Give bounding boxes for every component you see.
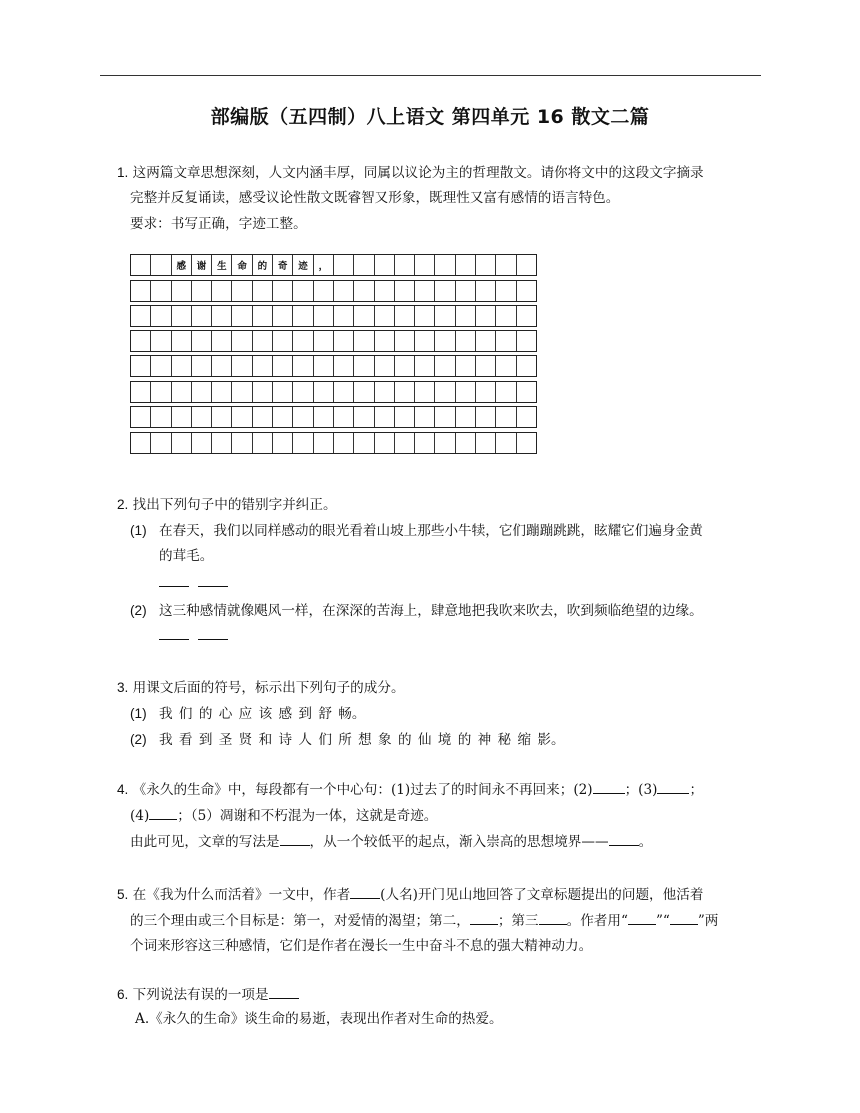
grid-cell[interactable] bbox=[253, 407, 273, 427]
grid-cell[interactable] bbox=[334, 382, 354, 402]
grid-cell[interactable] bbox=[517, 356, 536, 376]
grid-cell[interactable] bbox=[253, 306, 273, 326]
grid-cell[interactable] bbox=[232, 331, 252, 351]
q2-item1-line2: 的茸毛。 bbox=[159, 548, 214, 564]
grid-cell[interactable] bbox=[253, 331, 273, 351]
q2-line: 2. 找出下列句子中的错别字并纠正。 bbox=[117, 497, 337, 513]
grid-cell[interactable] bbox=[273, 306, 293, 326]
grid-cell[interactable] bbox=[151, 255, 171, 275]
q3-item2-text: 我 看 到 圣 贤 和 诗 人 们 所 想 象 的 仙 境 的 神 秘 缩 影。 bbox=[159, 732, 565, 748]
grid-cell[interactable]: 迹 bbox=[293, 255, 313, 275]
grid-cell[interactable] bbox=[456, 255, 476, 275]
grid-cell[interactable] bbox=[273, 382, 293, 402]
grid-cell[interactable] bbox=[354, 255, 374, 275]
grid-cell[interactable] bbox=[476, 255, 496, 275]
grid-cell[interactable] bbox=[517, 382, 536, 402]
grid-cell[interactable] bbox=[293, 281, 313, 301]
q6-option-a[interactable]: A.《永久的生命》谈生命的易逝，表现出作者对生命的热爱。 bbox=[135, 1011, 503, 1027]
grid-cell[interactable] bbox=[354, 281, 374, 301]
grid-cell[interactable] bbox=[496, 331, 516, 351]
answer-blank[interactable] bbox=[470, 911, 498, 925]
grid-cell[interactable] bbox=[131, 382, 151, 402]
grid-cell[interactable] bbox=[212, 433, 232, 453]
grid-row bbox=[130, 305, 537, 327]
answer-blank[interactable] bbox=[609, 832, 639, 846]
q2-number: 2. bbox=[117, 497, 129, 512]
answer-blank[interactable] bbox=[350, 885, 380, 899]
grid-cell[interactable]: 谢 bbox=[192, 255, 212, 275]
grid-cell[interactable] bbox=[232, 433, 252, 453]
grid-cell[interactable] bbox=[375, 433, 395, 453]
answer-blank[interactable] bbox=[539, 911, 567, 925]
grid-row bbox=[130, 330, 537, 352]
q2-item2-line1: 这三种感情就像飓风一样，在深深的苦海上，肆意地把我吹来吹去，吹到频临绝望的边缘。 bbox=[159, 603, 703, 619]
answer-blank[interactable] bbox=[670, 911, 698, 925]
grid-cell[interactable]: 命 bbox=[232, 255, 252, 275]
grid-cell[interactable] bbox=[172, 382, 192, 402]
grid-cell[interactable] bbox=[273, 281, 293, 301]
grid-cell[interactable] bbox=[293, 407, 313, 427]
grid-cell[interactable] bbox=[354, 331, 374, 351]
grid-cell[interactable] bbox=[151, 433, 171, 453]
grid-cell[interactable] bbox=[395, 382, 415, 402]
grid-cell[interactable] bbox=[314, 433, 334, 453]
q3-item2-number: (2) bbox=[130, 732, 147, 747]
grid-cell[interactable]: ， bbox=[314, 255, 334, 275]
answer-blank[interactable] bbox=[280, 832, 310, 846]
grid-cell[interactable] bbox=[476, 382, 496, 402]
grid-cell[interactable] bbox=[192, 281, 212, 301]
grid-cell[interactable] bbox=[354, 433, 374, 453]
grid-cell[interactable] bbox=[496, 306, 516, 326]
grid-cell[interactable] bbox=[415, 433, 435, 453]
grid-cell[interactable] bbox=[456, 306, 476, 326]
grid-cell[interactable] bbox=[212, 331, 232, 351]
grid-cell[interactable] bbox=[476, 331, 496, 351]
grid-cell[interactable] bbox=[496, 255, 516, 275]
grid-cell[interactable] bbox=[151, 281, 171, 301]
grid-cell[interactable] bbox=[435, 281, 455, 301]
grid-cell[interactable] bbox=[435, 331, 455, 351]
grid-cell[interactable] bbox=[415, 255, 435, 275]
grid-cell[interactable] bbox=[375, 331, 395, 351]
grid-cell[interactable] bbox=[476, 433, 496, 453]
grid-cell[interactable] bbox=[172, 433, 192, 453]
grid-cell[interactable] bbox=[232, 281, 252, 301]
grid-cell[interactable] bbox=[415, 306, 435, 326]
grid-cell[interactable] bbox=[334, 281, 354, 301]
grid-cell[interactable] bbox=[517, 306, 536, 326]
grid-cell[interactable]: 奇 bbox=[273, 255, 293, 275]
q3-line: 3. 用课文后面的符号，标示出下列句子的成分。 bbox=[117, 680, 405, 696]
answer-blank[interactable] bbox=[198, 626, 228, 640]
grid-cell[interactable] bbox=[172, 331, 192, 351]
grid-cell[interactable] bbox=[334, 433, 354, 453]
grid-cell[interactable] bbox=[476, 306, 496, 326]
grid-cell[interactable] bbox=[253, 281, 273, 301]
grid-cell[interactable] bbox=[456, 356, 476, 376]
grid-cell[interactable] bbox=[172, 407, 192, 427]
grid-cell[interactable] bbox=[253, 356, 273, 376]
q2-item2-number: (2) bbox=[130, 603, 147, 618]
grid-cell[interactable] bbox=[131, 407, 151, 427]
grid-cell[interactable] bbox=[375, 356, 395, 376]
grid-cell[interactable] bbox=[435, 407, 455, 427]
grid-cell[interactable] bbox=[496, 281, 516, 301]
q2-item1-answers bbox=[159, 573, 228, 592]
grid-cell[interactable] bbox=[456, 433, 476, 453]
grid-cell[interactable] bbox=[435, 433, 455, 453]
grid-row bbox=[130, 432, 537, 454]
page-title: 部编版（五四制）八上语文 第四单元 16 散文二篇 bbox=[210, 106, 650, 128]
grid-cell[interactable] bbox=[395, 255, 415, 275]
answer-blank[interactable] bbox=[159, 626, 189, 640]
grid-cell[interactable] bbox=[192, 433, 212, 453]
grid-cell[interactable] bbox=[415, 382, 435, 402]
grid-cell[interactable] bbox=[192, 306, 212, 326]
grid-cell[interactable] bbox=[375, 281, 395, 301]
grid-cell[interactable] bbox=[314, 382, 334, 402]
grid-cell[interactable] bbox=[375, 382, 395, 402]
q4-line1: 4. 《永久的生命》中，每段都有一个中心句：(1)过去了的时间永不再回来；(2) ；(3) ； bbox=[117, 782, 704, 798]
q5-number: 5. bbox=[117, 887, 129, 902]
grid-cell[interactable] bbox=[273, 356, 293, 376]
grid-cell[interactable] bbox=[395, 433, 415, 453]
q1-number: 1. bbox=[117, 165, 129, 180]
q4-number: 4. bbox=[117, 782, 129, 797]
grid-cell[interactable] bbox=[375, 407, 395, 427]
grid-cell[interactable] bbox=[354, 306, 374, 326]
grid-cell[interactable] bbox=[375, 255, 395, 275]
grid-cell[interactable] bbox=[415, 356, 435, 376]
grid-cell[interactable] bbox=[131, 331, 151, 351]
grid-cell[interactable] bbox=[476, 407, 496, 427]
grid-cell[interactable] bbox=[456, 331, 476, 351]
grid-cell[interactable] bbox=[131, 255, 151, 275]
grid-cell[interactable] bbox=[293, 356, 313, 376]
grid-cell[interactable] bbox=[172, 281, 192, 301]
grid-cell[interactable] bbox=[517, 281, 536, 301]
grid-cell[interactable] bbox=[151, 331, 171, 351]
q4-line3: 由此可见，文章的写法是 ，从一个较低平的起点，渐入崇高的思想境界—— 。 bbox=[130, 834, 653, 850]
grid-cell[interactable] bbox=[151, 407, 171, 427]
grid-cell[interactable] bbox=[395, 407, 415, 427]
grid-cell[interactable] bbox=[334, 331, 354, 351]
grid-cell[interactable] bbox=[354, 356, 374, 376]
grid-cell[interactable] bbox=[192, 356, 212, 376]
answer-blank[interactable] bbox=[149, 806, 177, 820]
q6-number: 6. bbox=[117, 987, 129, 1002]
grid-cell[interactable] bbox=[334, 356, 354, 376]
grid-cell[interactable] bbox=[435, 356, 455, 376]
q1-line3: 要求：书写正确，字迹工整。 bbox=[130, 216, 307, 232]
grid-cell[interactable] bbox=[354, 407, 374, 427]
grid-cell[interactable] bbox=[395, 306, 415, 326]
q5-line3: 个词来形容这三种感情，它们是作者在漫长一生中奋斗不息的强大精神动力。 bbox=[130, 938, 593, 954]
grid-cell[interactable] bbox=[293, 306, 313, 326]
answer-blank[interactable] bbox=[198, 573, 228, 587]
grid-cell[interactable] bbox=[212, 382, 232, 402]
grid-cell[interactable] bbox=[334, 255, 354, 275]
grid-cell[interactable] bbox=[415, 331, 435, 351]
answer-blank[interactable] bbox=[269, 985, 299, 999]
grid-cell[interactable] bbox=[232, 306, 252, 326]
grid-cell[interactable] bbox=[415, 407, 435, 427]
q5-line2: 的三个理由或三个目标是：第一，对爱情的渴望；第二， ；第三 。作者用“ ”“ ”两 bbox=[130, 913, 719, 929]
grid-row bbox=[130, 406, 537, 428]
q3-item1-number: (1) bbox=[130, 706, 147, 721]
grid-cell[interactable] bbox=[496, 433, 516, 453]
grid-cell[interactable] bbox=[192, 382, 212, 402]
grid-cell[interactable] bbox=[192, 407, 212, 427]
grid-row bbox=[130, 280, 537, 302]
grid-cell[interactable] bbox=[273, 407, 293, 427]
grid-cell[interactable] bbox=[212, 356, 232, 376]
grid-cell[interactable]: 的 bbox=[253, 255, 273, 275]
grid-cell[interactable] bbox=[293, 382, 313, 402]
grid-cell[interactable] bbox=[435, 255, 455, 275]
grid-cell[interactable] bbox=[375, 306, 395, 326]
grid-cell[interactable] bbox=[232, 356, 252, 376]
grid-cell[interactable] bbox=[314, 331, 334, 351]
grid-cell[interactable] bbox=[334, 306, 354, 326]
grid-cell[interactable] bbox=[131, 356, 151, 376]
grid-row bbox=[130, 381, 537, 403]
grid-cell[interactable] bbox=[456, 281, 476, 301]
q5-line1: 5. 在《我为什么而活着》一文中，作者 (人名)开门见山地回答了文章标题提出的问题，他活着 bbox=[117, 887, 704, 903]
grid-cell[interactable] bbox=[273, 433, 293, 453]
grid-cell[interactable]: 生 bbox=[212, 255, 232, 275]
grid-cell[interactable] bbox=[354, 382, 374, 402]
grid-cell[interactable] bbox=[496, 407, 516, 427]
grid-cell[interactable] bbox=[395, 356, 415, 376]
grid-cell[interactable] bbox=[415, 281, 435, 301]
grid-cell[interactable] bbox=[192, 331, 212, 351]
q6-line: 6. 下列说法有误的一项是 bbox=[117, 985, 299, 1004]
q2-item1-number: (1) bbox=[130, 523, 147, 538]
grid-cell[interactable] bbox=[496, 382, 516, 402]
grid-cell[interactable] bbox=[517, 407, 536, 427]
grid-cell[interactable] bbox=[314, 407, 334, 427]
q1-line2: 完整并反复诵读，感受议论性散文既睿智又形象，既理性又富有感情的语言特色。 bbox=[130, 190, 620, 206]
q3-item1-text: 我 们 的 心 应 该 感 到 舒 畅。 bbox=[159, 706, 366, 722]
grid-cell[interactable] bbox=[435, 382, 455, 402]
grid-cell[interactable] bbox=[293, 331, 313, 351]
grid-cell[interactable] bbox=[517, 255, 536, 275]
header-rule bbox=[100, 75, 761, 76]
grid-cell[interactable] bbox=[212, 407, 232, 427]
grid-cell[interactable] bbox=[131, 281, 151, 301]
grid-cell[interactable] bbox=[456, 382, 476, 402]
grid-cell[interactable] bbox=[151, 382, 171, 402]
grid-cell[interactable] bbox=[314, 281, 334, 301]
grid-cell[interactable] bbox=[253, 433, 273, 453]
grid-cell[interactable] bbox=[395, 281, 415, 301]
grid-cell[interactable] bbox=[435, 306, 455, 326]
q4-line2: (4) ；（5）凋谢和不朽混为一体，这就是奇迹。 bbox=[130, 808, 438, 824]
grid-cell[interactable] bbox=[517, 331, 536, 351]
grid-row bbox=[130, 254, 537, 276]
q3-number: 3. bbox=[117, 680, 129, 695]
grid-cell[interactable]: 感 bbox=[172, 255, 192, 275]
grid-cell[interactable] bbox=[151, 306, 171, 326]
grid-cell[interactable] bbox=[131, 306, 151, 326]
grid-cell[interactable] bbox=[172, 356, 192, 376]
grid-cell[interactable] bbox=[456, 407, 476, 427]
grid-cell[interactable] bbox=[476, 356, 496, 376]
grid-cell[interactable] bbox=[334, 407, 354, 427]
grid-cell[interactable] bbox=[273, 331, 293, 351]
grid-cell[interactable] bbox=[253, 382, 273, 402]
q2-item1-line1: 在春天，我们以同样感动的眼光看着山坡上那些小牛犊，它们蹦蹦跳跳，眩耀它们遍身金黄 bbox=[159, 523, 703, 539]
grid-cell[interactable] bbox=[131, 433, 151, 453]
grid-cell[interactable] bbox=[314, 306, 334, 326]
answer-blank[interactable] bbox=[657, 780, 689, 794]
grid-cell[interactable] bbox=[212, 306, 232, 326]
grid-cell[interactable] bbox=[212, 281, 232, 301]
grid-cell[interactable] bbox=[293, 433, 313, 453]
answer-blank[interactable] bbox=[159, 573, 189, 587]
answer-blank[interactable] bbox=[628, 911, 656, 925]
grid-cell[interactable] bbox=[172, 306, 192, 326]
q1-line1: 1. 这两篇文章思想深刻，人文内涵丰厚，同属以议论为主的哲理散文。请你将文中的这段文字摘录 bbox=[117, 165, 704, 181]
grid-cell[interactable] bbox=[496, 356, 516, 376]
grid-cell[interactable] bbox=[517, 433, 536, 453]
grid-cell[interactable] bbox=[395, 331, 415, 351]
answer-blank[interactable] bbox=[593, 780, 625, 794]
grid-cell[interactable] bbox=[314, 356, 334, 376]
grid-row bbox=[130, 355, 537, 377]
grid-cell[interactable] bbox=[232, 382, 252, 402]
grid-cell[interactable] bbox=[476, 281, 496, 301]
q2-item2-answers bbox=[159, 626, 228, 645]
grid-cell[interactable] bbox=[232, 407, 252, 427]
grid-cell[interactable] bbox=[151, 356, 171, 376]
